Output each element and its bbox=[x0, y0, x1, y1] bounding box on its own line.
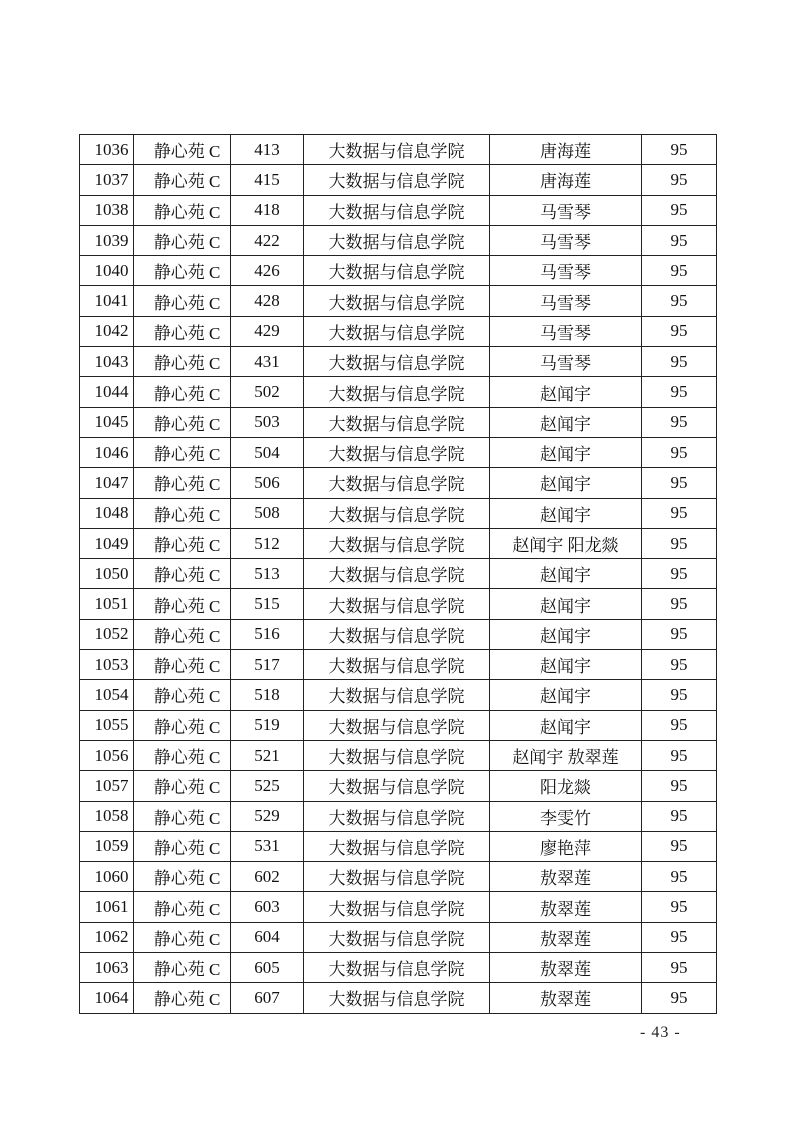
serial-number-cell: 1061 bbox=[80, 892, 134, 922]
score-cell: 95 bbox=[642, 983, 717, 1013]
college-cell: 大数据与信息学院 bbox=[304, 619, 490, 649]
score-cell: 95 bbox=[642, 498, 717, 528]
table-row bbox=[80, 680, 717, 710]
building-cell: 静心苑 C bbox=[134, 195, 231, 225]
serial-number-cell: 1053 bbox=[80, 650, 134, 680]
room-number-cell: 502 bbox=[231, 377, 304, 407]
room-number-cell: 512 bbox=[231, 528, 304, 558]
college-cell: 大数据与信息学院 bbox=[304, 316, 490, 346]
serial-number-cell: 1041 bbox=[80, 286, 134, 316]
building-cell: 静心苑 C bbox=[134, 831, 231, 861]
room-number-cell: 525 bbox=[231, 771, 304, 801]
table-row bbox=[80, 528, 717, 558]
score-cell: 95 bbox=[642, 619, 717, 649]
counselor-cell: 唐海莲 bbox=[490, 165, 642, 195]
score-cell: 95 bbox=[642, 922, 717, 952]
serial-number-cell: 1062 bbox=[80, 922, 134, 952]
score-cell: 95 bbox=[642, 407, 717, 437]
college-cell: 大数据与信息学院 bbox=[304, 922, 490, 952]
building-cell: 静心苑 C bbox=[134, 619, 231, 649]
room-number-cell: 517 bbox=[231, 650, 304, 680]
room-number-cell: 515 bbox=[231, 589, 304, 619]
room-number-cell: 531 bbox=[231, 831, 304, 861]
college-cell: 大数据与信息学院 bbox=[304, 256, 490, 286]
counselor-cell: 赵闻宇 bbox=[490, 619, 642, 649]
counselor-cell: 赵闻宇 bbox=[490, 437, 642, 467]
counselor-cell: 马雪琴 bbox=[490, 256, 642, 286]
room-number-cell: 422 bbox=[231, 225, 304, 255]
building-cell: 静心苑 C bbox=[134, 892, 231, 922]
building-cell: 静心苑 C bbox=[134, 801, 231, 831]
serial-number-cell: 1043 bbox=[80, 347, 134, 377]
college-cell: 大数据与信息学院 bbox=[304, 983, 490, 1013]
table-row bbox=[80, 740, 717, 770]
room-number-cell: 604 bbox=[231, 922, 304, 952]
building-cell: 静心苑 C bbox=[134, 650, 231, 680]
college-cell: 大数据与信息学院 bbox=[304, 407, 490, 437]
building-cell: 静心苑 C bbox=[134, 225, 231, 255]
score-cell: 95 bbox=[642, 347, 717, 377]
table-row bbox=[80, 801, 717, 831]
serial-number-cell: 1039 bbox=[80, 225, 134, 255]
table-body bbox=[80, 135, 717, 1014]
college-cell: 大数据与信息学院 bbox=[304, 195, 490, 225]
room-number-cell: 607 bbox=[231, 983, 304, 1013]
serial-number-cell: 1037 bbox=[80, 165, 134, 195]
college-cell: 大数据与信息学院 bbox=[304, 862, 490, 892]
counselor-cell: 马雪琴 bbox=[490, 316, 642, 346]
counselor-cell: 马雪琴 bbox=[490, 225, 642, 255]
room-number-cell: 428 bbox=[231, 286, 304, 316]
counselor-cell: 赵闻宇 bbox=[490, 498, 642, 528]
building-cell: 静心苑 C bbox=[134, 710, 231, 740]
score-cell: 95 bbox=[642, 650, 717, 680]
score-cell: 95 bbox=[642, 286, 717, 316]
table-row bbox=[80, 165, 717, 195]
table-row bbox=[80, 710, 717, 740]
college-cell: 大数据与信息学院 bbox=[304, 225, 490, 255]
serial-number-cell: 1038 bbox=[80, 195, 134, 225]
serial-number-cell: 1051 bbox=[80, 589, 134, 619]
table-row bbox=[80, 650, 717, 680]
score-cell: 95 bbox=[642, 528, 717, 558]
building-cell: 静心苑 C bbox=[134, 437, 231, 467]
counselor-cell: 赵闻宇 敖翠莲 bbox=[490, 740, 642, 770]
score-cell: 95 bbox=[642, 468, 717, 498]
room-number-cell: 503 bbox=[231, 407, 304, 437]
room-number-cell: 603 bbox=[231, 892, 304, 922]
table-row bbox=[80, 256, 717, 286]
serial-number-cell: 1054 bbox=[80, 680, 134, 710]
serial-number-cell: 1036 bbox=[80, 135, 134, 165]
serial-number-cell: 1048 bbox=[80, 498, 134, 528]
college-cell: 大数据与信息学院 bbox=[304, 771, 490, 801]
counselor-cell: 敖翠莲 bbox=[490, 953, 642, 983]
table-row bbox=[80, 862, 717, 892]
college-cell: 大数据与信息学院 bbox=[304, 528, 490, 558]
college-cell: 大数据与信息学院 bbox=[304, 468, 490, 498]
room-number-cell: 431 bbox=[231, 347, 304, 377]
counselor-cell: 廖艳萍 bbox=[490, 831, 642, 861]
room-number-cell: 418 bbox=[231, 195, 304, 225]
table-row bbox=[80, 619, 717, 649]
room-number-cell: 426 bbox=[231, 256, 304, 286]
building-cell: 静心苑 C bbox=[134, 589, 231, 619]
score-cell: 95 bbox=[642, 892, 717, 922]
score-cell: 95 bbox=[642, 135, 717, 165]
serial-number-cell: 1056 bbox=[80, 740, 134, 770]
score-cell: 95 bbox=[642, 165, 717, 195]
counselor-cell: 赵闻宇 bbox=[490, 680, 642, 710]
score-cell: 95 bbox=[642, 589, 717, 619]
counselor-cell: 赵闻宇 阳龙燚 bbox=[490, 528, 642, 558]
room-number-cell: 602 bbox=[231, 862, 304, 892]
college-cell: 大数据与信息学院 bbox=[304, 589, 490, 619]
score-cell: 95 bbox=[642, 256, 717, 286]
college-cell: 大数据与信息学院 bbox=[304, 437, 490, 467]
college-cell: 大数据与信息学院 bbox=[304, 892, 490, 922]
serial-number-cell: 1052 bbox=[80, 619, 134, 649]
room-number-cell: 605 bbox=[231, 953, 304, 983]
room-number-cell: 506 bbox=[231, 468, 304, 498]
college-cell: 大数据与信息学院 bbox=[304, 740, 490, 770]
serial-number-cell: 1055 bbox=[80, 710, 134, 740]
table-row bbox=[80, 498, 717, 528]
counselor-cell: 敖翠莲 bbox=[490, 983, 642, 1013]
counselor-cell: 敖翠莲 bbox=[490, 892, 642, 922]
table-row bbox=[80, 589, 717, 619]
page-number: - 43 - bbox=[640, 1024, 681, 1041]
score-cell: 95 bbox=[642, 831, 717, 861]
score-cell: 95 bbox=[642, 316, 717, 346]
college-cell: 大数据与信息学院 bbox=[304, 559, 490, 589]
score-cell: 95 bbox=[642, 437, 717, 467]
table-row bbox=[80, 135, 717, 165]
serial-number-cell: 1060 bbox=[80, 862, 134, 892]
table-row bbox=[80, 407, 717, 437]
college-cell: 大数据与信息学院 bbox=[304, 650, 490, 680]
serial-number-cell: 1047 bbox=[80, 468, 134, 498]
building-cell: 静心苑 C bbox=[134, 771, 231, 801]
serial-number-cell: 1046 bbox=[80, 437, 134, 467]
building-cell: 静心苑 C bbox=[134, 407, 231, 437]
counselor-cell: 赵闻宇 bbox=[490, 650, 642, 680]
score-cell: 95 bbox=[642, 771, 717, 801]
table-row bbox=[80, 195, 717, 225]
serial-number-cell: 1063 bbox=[80, 953, 134, 983]
table-row bbox=[80, 347, 717, 377]
building-cell: 静心苑 C bbox=[134, 377, 231, 407]
building-cell: 静心苑 C bbox=[134, 680, 231, 710]
building-cell: 静心苑 C bbox=[134, 983, 231, 1013]
dormitory-score-table bbox=[79, 134, 717, 1014]
building-cell: 静心苑 C bbox=[134, 468, 231, 498]
building-cell: 静心苑 C bbox=[134, 862, 231, 892]
table-row bbox=[80, 892, 717, 922]
serial-number-cell: 1059 bbox=[80, 831, 134, 861]
counselor-cell: 赵闻宇 bbox=[490, 559, 642, 589]
table-row bbox=[80, 225, 717, 255]
serial-number-cell: 1058 bbox=[80, 801, 134, 831]
building-cell: 静心苑 C bbox=[134, 498, 231, 528]
serial-number-cell: 1045 bbox=[80, 407, 134, 437]
room-number-cell: 429 bbox=[231, 316, 304, 346]
room-number-cell: 529 bbox=[231, 801, 304, 831]
building-cell: 静心苑 C bbox=[134, 559, 231, 589]
college-cell: 大数据与信息学院 bbox=[304, 498, 490, 528]
college-cell: 大数据与信息学院 bbox=[304, 831, 490, 861]
building-cell: 静心苑 C bbox=[134, 286, 231, 316]
counselor-cell: 敖翠莲 bbox=[490, 862, 642, 892]
college-cell: 大数据与信息学院 bbox=[304, 680, 490, 710]
counselor-cell: 马雪琴 bbox=[490, 286, 642, 316]
building-cell: 静心苑 C bbox=[134, 135, 231, 165]
serial-number-cell: 1049 bbox=[80, 528, 134, 558]
table-row bbox=[80, 922, 717, 952]
table-row bbox=[80, 771, 717, 801]
counselor-cell: 敖翠莲 bbox=[490, 922, 642, 952]
table-row bbox=[80, 316, 717, 346]
score-cell: 95 bbox=[642, 953, 717, 983]
college-cell: 大数据与信息学院 bbox=[304, 165, 490, 195]
building-cell: 静心苑 C bbox=[134, 256, 231, 286]
college-cell: 大数据与信息学院 bbox=[304, 286, 490, 316]
college-cell: 大数据与信息学院 bbox=[304, 347, 490, 377]
counselor-cell: 赵闻宇 bbox=[490, 710, 642, 740]
room-number-cell: 518 bbox=[231, 680, 304, 710]
table-row bbox=[80, 468, 717, 498]
room-number-cell: 516 bbox=[231, 619, 304, 649]
college-cell: 大数据与信息学院 bbox=[304, 135, 490, 165]
building-cell: 静心苑 C bbox=[134, 922, 231, 952]
serial-number-cell: 1042 bbox=[80, 316, 134, 346]
score-cell: 95 bbox=[642, 195, 717, 225]
counselor-cell: 阳龙燚 bbox=[490, 771, 642, 801]
counselor-cell: 唐海莲 bbox=[490, 135, 642, 165]
table-row bbox=[80, 831, 717, 861]
table-row bbox=[80, 559, 717, 589]
serial-number-cell: 1044 bbox=[80, 377, 134, 407]
counselor-cell: 马雪琴 bbox=[490, 195, 642, 225]
counselor-cell: 赵闻宇 bbox=[490, 468, 642, 498]
building-cell: 静心苑 C bbox=[134, 347, 231, 377]
score-cell: 95 bbox=[642, 740, 717, 770]
table-row bbox=[80, 437, 717, 467]
score-cell: 95 bbox=[642, 559, 717, 589]
counselor-cell: 马雪琴 bbox=[490, 347, 642, 377]
score-cell: 95 bbox=[642, 710, 717, 740]
college-cell: 大数据与信息学院 bbox=[304, 710, 490, 740]
counselor-cell: 赵闻宇 bbox=[490, 407, 642, 437]
table-row bbox=[80, 286, 717, 316]
room-number-cell: 415 bbox=[231, 165, 304, 195]
building-cell: 静心苑 C bbox=[134, 528, 231, 558]
score-cell: 95 bbox=[642, 225, 717, 255]
room-number-cell: 513 bbox=[231, 559, 304, 589]
table-row bbox=[80, 983, 717, 1013]
college-cell: 大数据与信息学院 bbox=[304, 801, 490, 831]
table-row bbox=[80, 953, 717, 983]
table-row bbox=[80, 377, 717, 407]
room-number-cell: 508 bbox=[231, 498, 304, 528]
serial-number-cell: 1064 bbox=[80, 983, 134, 1013]
building-cell: 静心苑 C bbox=[134, 316, 231, 346]
room-number-cell: 521 bbox=[231, 740, 304, 770]
counselor-cell: 李雯竹 bbox=[490, 801, 642, 831]
room-number-cell: 504 bbox=[231, 437, 304, 467]
serial-number-cell: 1057 bbox=[80, 771, 134, 801]
score-cell: 95 bbox=[642, 377, 717, 407]
college-cell: 大数据与信息学院 bbox=[304, 377, 490, 407]
score-cell: 95 bbox=[642, 801, 717, 831]
counselor-cell: 赵闻宇 bbox=[490, 377, 642, 407]
college-cell: 大数据与信息学院 bbox=[304, 953, 490, 983]
building-cell: 静心苑 C bbox=[134, 953, 231, 983]
room-number-cell: 519 bbox=[231, 710, 304, 740]
building-cell: 静心苑 C bbox=[134, 165, 231, 195]
serial-number-cell: 1050 bbox=[80, 559, 134, 589]
score-cell: 95 bbox=[642, 680, 717, 710]
counselor-cell: 赵闻宇 bbox=[490, 589, 642, 619]
serial-number-cell: 1040 bbox=[80, 256, 134, 286]
building-cell: 静心苑 C bbox=[134, 740, 231, 770]
room-number-cell: 413 bbox=[231, 135, 304, 165]
score-cell: 95 bbox=[642, 862, 717, 892]
